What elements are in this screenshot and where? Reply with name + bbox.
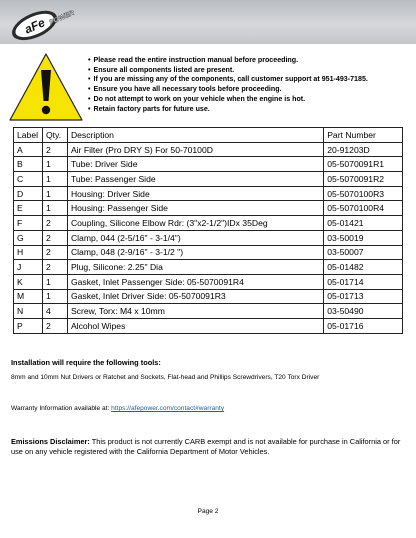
cell-description: Plug, Silicone: 2.25" Dia — [67, 260, 323, 275]
note-item: • Please read the entire instruction manual before proceeding. — [88, 56, 410, 66]
cell-qty: 1 — [42, 157, 67, 172]
emissions-text: This product is not currently CARB exempt and is not available for purchase in California or for use on any vehicle registered with the California Department of Motor Vehicles. — [11, 437, 401, 457]
table-row — [14, 142, 403, 157]
cell-description: Screw, Torx: M4 x 10mm — [67, 304, 323, 319]
header-part-number: Part Number — [324, 128, 403, 143]
cell-label: E — [14, 201, 43, 216]
table-row — [14, 157, 403, 172]
note-item: • Do not attempt to work on your vehicle when the engine is hot. — [88, 95, 410, 105]
cell-description: Tube: Passenger Side — [67, 172, 323, 187]
table-row — [14, 201, 403, 216]
cell-label: G — [14, 230, 43, 245]
warranty-link[interactable]: https://afepower.com/contact#warranty — [111, 405, 225, 412]
cell-qty: 1 — [42, 274, 67, 289]
cell-label: H — [14, 245, 43, 260]
cell-label: D — [14, 186, 43, 201]
table-row — [14, 216, 403, 231]
installation-heading: Installation will require the following tools: — [11, 358, 161, 367]
cell-description: Gasket, Inlet Passenger Side: 05-5070091R4 — [67, 274, 323, 289]
cell-label: C — [14, 172, 43, 187]
svg-text:aFe: aFe — [22, 15, 48, 37]
cell-description: Housing: Passenger Side — [67, 201, 323, 216]
note-item: • Retain factory parts for future use. — [88, 105, 410, 115]
cell-label: B — [14, 157, 43, 172]
emissions-title: Emissions Disclaimer: — [11, 437, 90, 446]
header-label: Label — [14, 128, 43, 143]
cell-part-number: 03-50490 — [324, 304, 403, 319]
header-bar — [0, 0, 416, 44]
cell-qty: 2 — [42, 245, 67, 260]
note-item: • Ensure all components listed are present. — [88, 66, 410, 76]
cell-qty: 2 — [42, 230, 67, 245]
cell-description: Coupling, Silicone Elbow Rdr: (3"x2-1/2")IDx 35Deg — [67, 216, 323, 231]
cell-part-number: 05-01421 — [324, 216, 403, 231]
cell-part-number: 05-01716 — [324, 318, 403, 333]
cell-description: Alcohol Wipes — [67, 318, 323, 333]
cell-label: J — [14, 260, 43, 275]
warning-icon — [8, 52, 84, 122]
cell-qty: 2 — [42, 142, 67, 157]
cell-qty: 2 — [42, 260, 67, 275]
cell-qty: 1 — [42, 201, 67, 216]
cell-part-number: 05-5070100R4 — [324, 201, 403, 216]
header-description: Description — [67, 128, 323, 143]
cell-description: Housing: Driver Side — [67, 186, 323, 201]
table-header-row — [14, 128, 403, 143]
table-row — [14, 289, 403, 304]
cell-qty: 2 — [42, 318, 67, 333]
cell-qty: 1 — [42, 186, 67, 201]
cell-label: P — [14, 318, 43, 333]
cell-description: Gasket, Inlet Driver Side: 05-5070091R3 — [67, 289, 323, 304]
warranty-line — [11, 405, 224, 412]
cell-label: K — [14, 274, 43, 289]
table-row — [14, 230, 403, 245]
cell-part-number: 05-01713 — [324, 289, 403, 304]
note-item: • If you are missing any of the components, call customer support at 951-493-7185. — [88, 75, 410, 85]
cell-label: N — [14, 304, 43, 319]
table-row — [14, 304, 403, 319]
cell-label: M — [14, 289, 43, 304]
safety-notes-list — [88, 56, 410, 114]
cell-label: F — [14, 216, 43, 231]
cell-qty: 1 — [42, 172, 67, 187]
table-row — [14, 172, 403, 187]
header-qty: Qty. — [42, 128, 67, 143]
cell-qty: 2 — [42, 216, 67, 231]
cell-part-number: 20-91203D — [324, 142, 403, 157]
note-item: • Ensure you have all necessary tools before proceeding. — [88, 85, 410, 95]
cell-description: Clamp, 048 (2-9/16" - 3-1/2 ") — [67, 245, 323, 260]
cell-part-number: 05-01714 — [324, 274, 403, 289]
cell-part-number: 03-50007 — [324, 245, 403, 260]
table-row — [14, 318, 403, 333]
table-row — [14, 186, 403, 201]
table-row — [14, 245, 403, 260]
page-number: Page 2 — [197, 508, 219, 515]
emissions-disclaimer — [11, 437, 411, 458]
cell-qty: 1 — [42, 289, 67, 304]
installation-tools: 8mm and 10mm Nut Drivers or Ratchet and Sockets, Flat-head and Phillips Screwdrivers, T20 Torx Driver — [11, 374, 320, 381]
cell-description: Air Filter (Pro DRY S) For 50-70100D — [67, 142, 323, 157]
parts-table — [13, 127, 403, 334]
warranty-label: Warranty Information available at: — [11, 405, 112, 412]
svg-text:POWER: POWER — [48, 9, 76, 27]
cell-description: Clamp, 044 (2-5/16" - 3-1/4") — [67, 230, 323, 245]
cell-label: A — [14, 142, 43, 157]
table-row — [14, 274, 403, 289]
cell-part-number: 05-5070091R1 — [324, 157, 403, 172]
cell-part-number: 05-01482 — [324, 260, 403, 275]
table-row — [14, 260, 403, 275]
cell-qty: 4 — [42, 304, 67, 319]
afe-power-logo — [4, 2, 76, 44]
cell-part-number: 05-5070100R3 — [324, 186, 403, 201]
cell-part-number: 05-5070091R2 — [324, 172, 403, 187]
cell-part-number: 03-50019 — [324, 230, 403, 245]
cell-description: Tube: Driver Side — [67, 157, 323, 172]
